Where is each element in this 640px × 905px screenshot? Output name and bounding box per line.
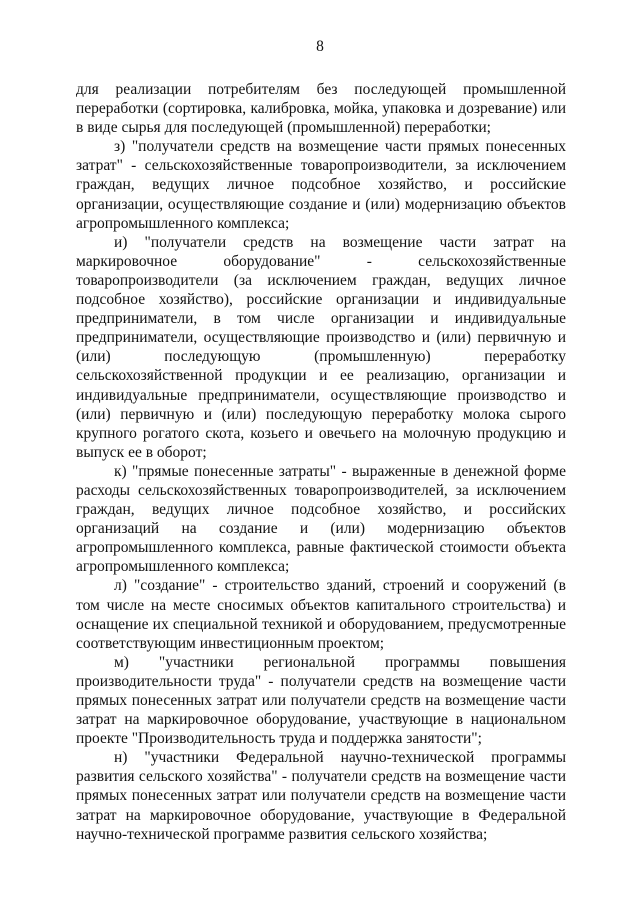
paragraph-n: н) "участники Федеральной научно-технической программы развития сельского хозяйства" - получатели средств на возмещение части прямых понесенных затрат или получатели средств на возмещение части затрат на маркировочное оборудование, участвующие в Федеральной научно-технической программе развития сельского хозяйства; bbox=[76, 749, 566, 843]
page-number: 8 bbox=[316, 38, 324, 55]
paragraph-continuation: для реализации потребителям без последующей промышленной переработки (сортировка, калибровка, мойка, упаковка и дозревание) или в виде сырья для последующей (промышленной) переработки; bbox=[76, 81, 566, 137]
document-body bbox=[76, 80, 566, 844]
paragraph-z: з) "получатели средств на возмещение части прямых понесенных затрат" - сельскохозяйственные товаропроизводители, за исключением граждан, ведущих личное подсобное хозяйство, и российские организации, осуществляющие создание и (или) модернизацию объектов агропромышленного комплекса; bbox=[76, 138, 566, 232]
paragraph-l: л) "создание" - строительство зданий, строений и сооружений (в том числе на месте сносимых объектов капитального строительства) и оснащение их специальной техникой и оборудованием, предусмотренные соответствующим инвестиционным проектом; bbox=[76, 577, 566, 652]
paragraph-k: к) "прямые понесенные затраты" - выраженные в денежной форме расходы сельскохозяйственных товаропроизводителей, за исключением граждан, ведущих личное подсобное хозяйство, и российских организаций на создание и (или) модернизацию объектов агропромышленного комплекса, равные фактической стоимости объекта агропромышленного комплекса; bbox=[76, 462, 566, 576]
paragraph-i: и) "получатели средств на возмещение части затрат на маркировочное оборудование" - сельскохозяйственные товаропроизводители (за исключением граждан, ведущих личное подсобное хозяйство), российские организации и индивидуальные предприниматели, в том числе организации и индивидуальные предприниматели, осуществляющие производство и (или) первичную и (или) последующую (промышленную) переработку сельскохозяйственной продукции и ее реализацию, организации и индивидуальные предприниматели, осуществляющие производство и (или) первичную и (или) последующую переработку молока сырого крупного рогатого скота, козьего и овечьего на молочную продукцию и выпуск ее в оборот; bbox=[76, 233, 566, 461]
paragraph-m: м) "участники региональной программы повышения производительности труда" - получатели средств на возмещение части прямых понесенных затрат или получатели средств на возмещение части затрат на маркировочное оборудование, участвующие в национальном проекте "Производительность труда и поддержка занятости"; bbox=[76, 653, 566, 748]
